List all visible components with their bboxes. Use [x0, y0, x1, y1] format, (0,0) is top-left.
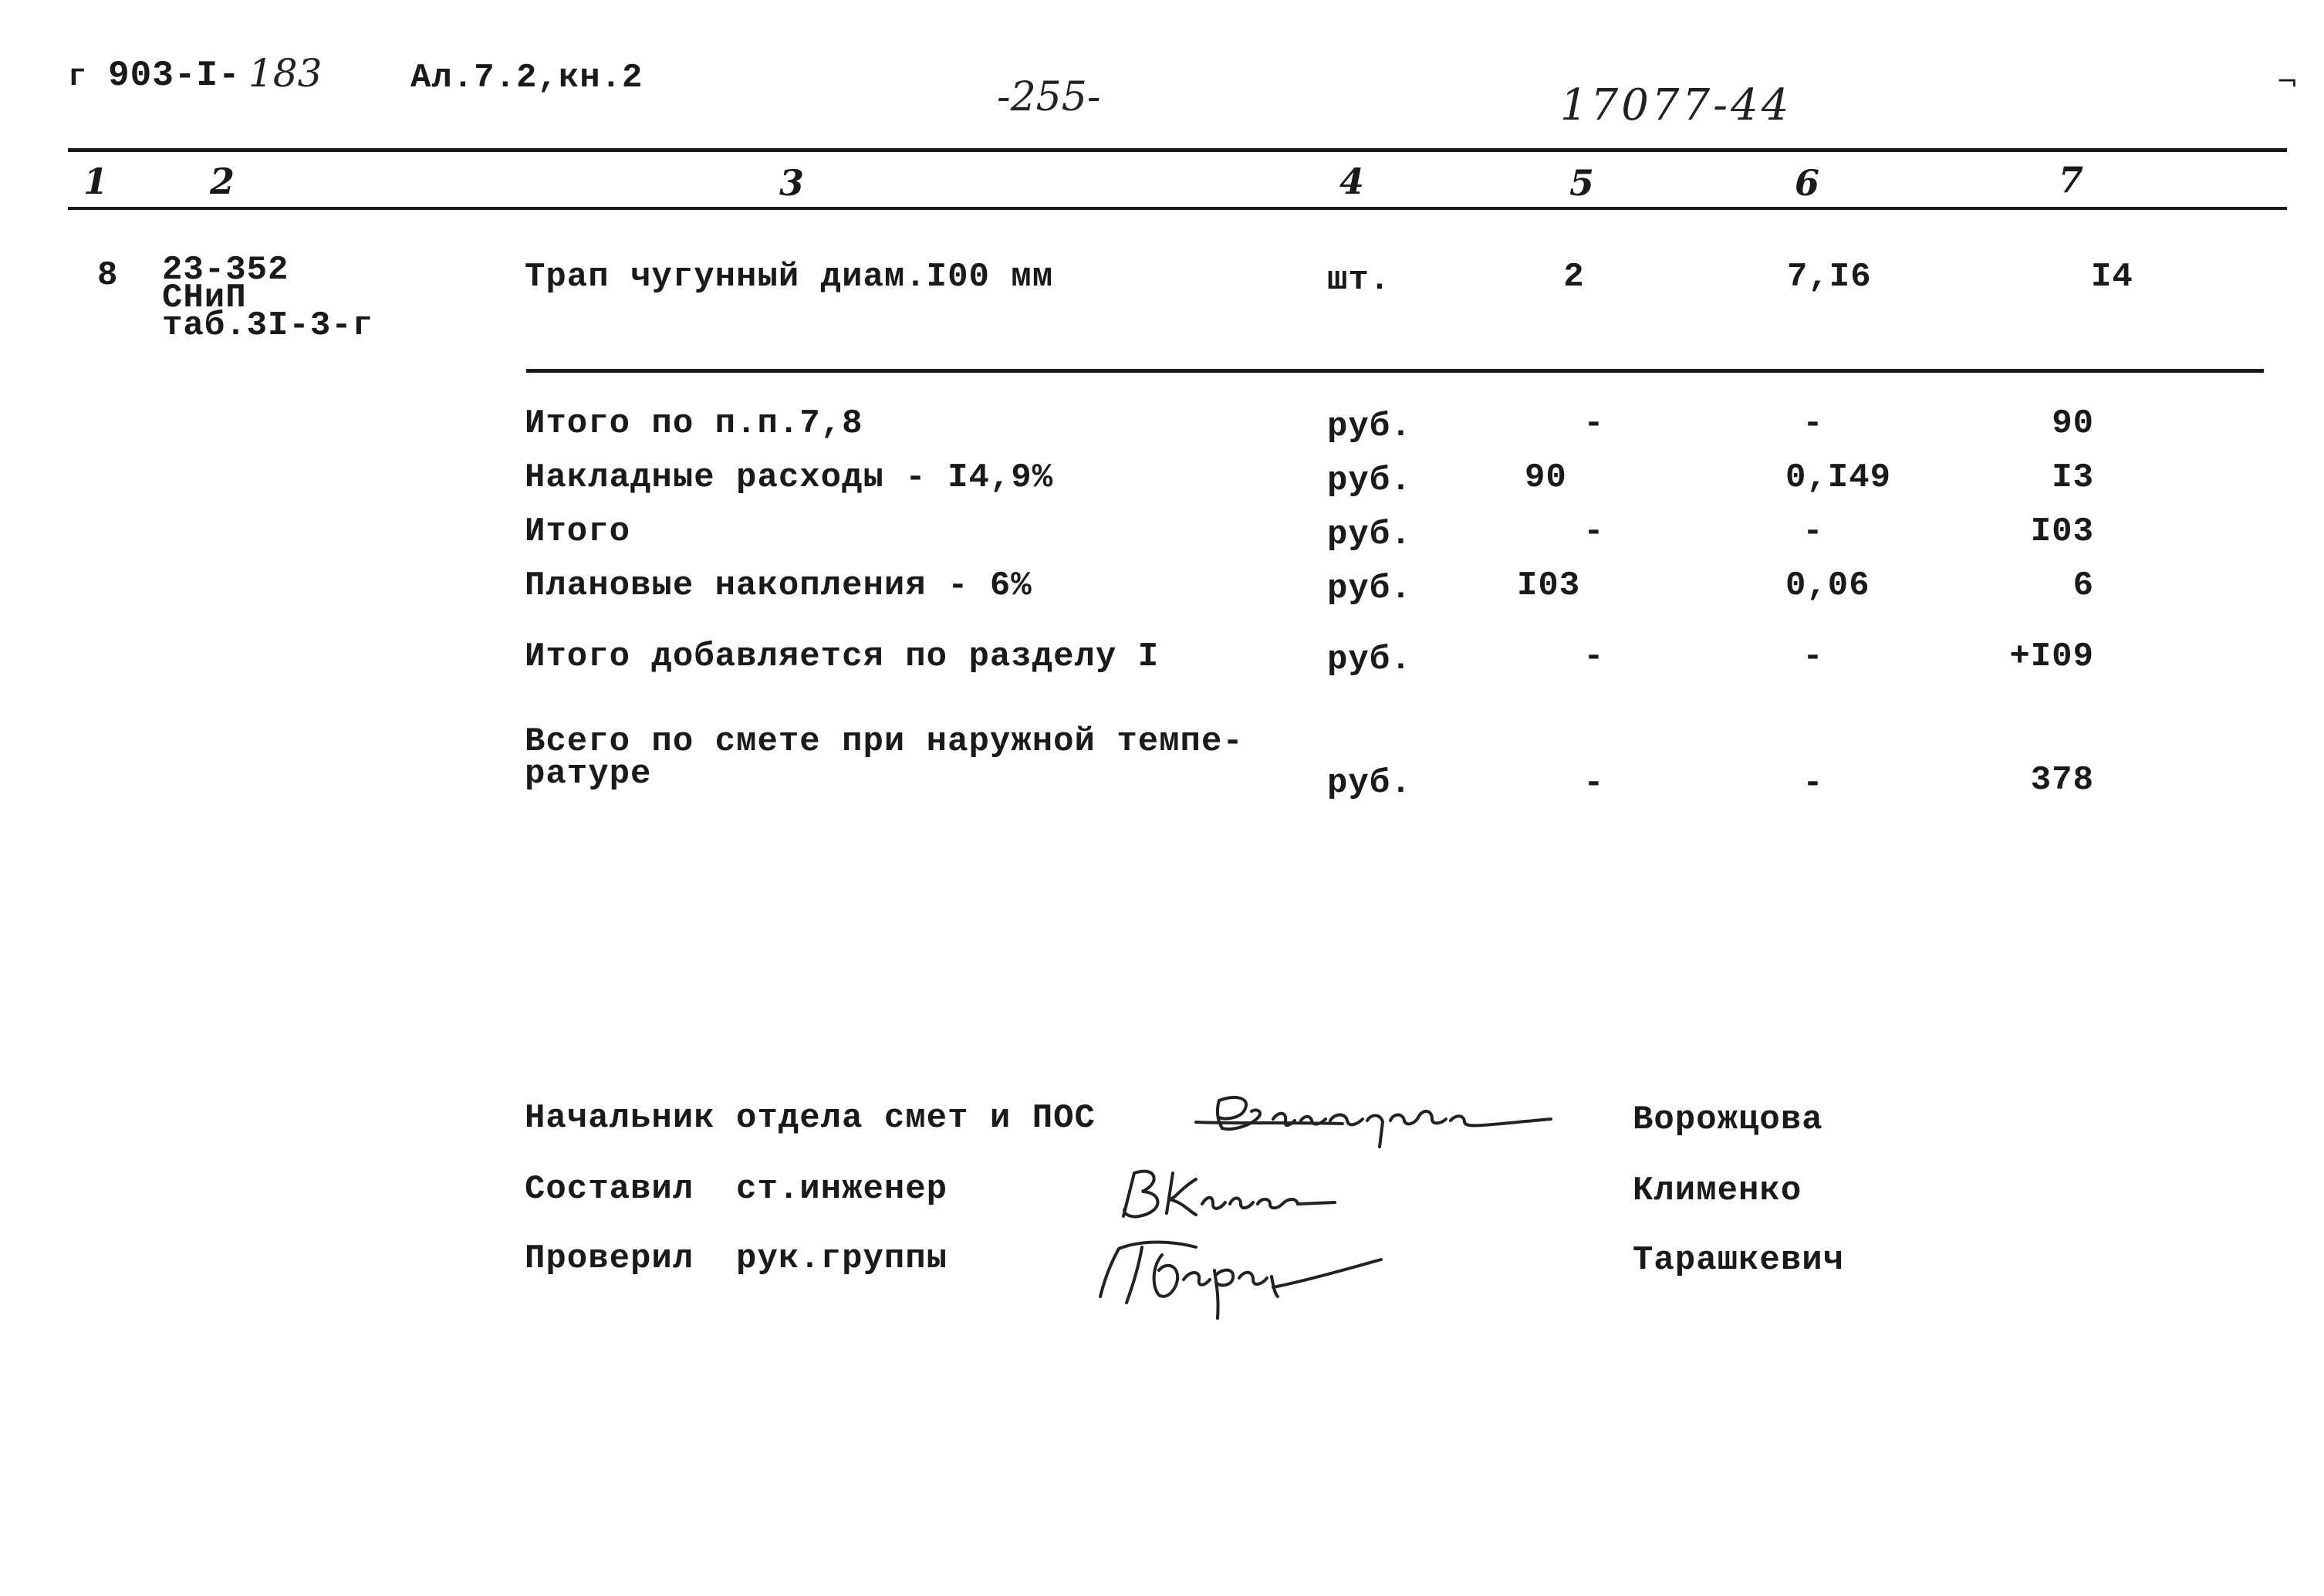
- totals-col7: I3: [2052, 458, 2094, 497]
- column-number-7: 7: [2059, 159, 2084, 201]
- item-number: 8: [97, 256, 119, 295]
- signature-tarashkevich: [1088, 1232, 1397, 1324]
- column-number-1: 1: [83, 161, 109, 202]
- signature-vorozhtsova: [1188, 1077, 1559, 1162]
- grand-total-label: [525, 722, 1244, 793]
- series-number: 183: [248, 51, 323, 96]
- grand-total-col5: -: [1583, 764, 1605, 803]
- column-number-5: 5: [1569, 162, 1595, 204]
- series-prefix: 903-I-: [108, 56, 241, 96]
- item-reference-line: 23-352: [162, 251, 289, 289]
- signatory-role: Составил ст.инженер: [525, 1170, 948, 1209]
- totals-label: Итого по п.п.7,8: [525, 404, 863, 443]
- totals-col6: -: [1802, 404, 1824, 443]
- header-bottom-rule: [68, 207, 2287, 210]
- totals-col6: 0,06: [1785, 566, 1870, 605]
- grand-total-label-line: Всего по смете при наружной темпе-: [525, 722, 1244, 761]
- signatory-role: Проверил рук.группы: [525, 1239, 948, 1278]
- item-name: Трап чугунный диам.I00 мм: [525, 258, 1054, 296]
- page-number: -255-: [997, 74, 1101, 120]
- document-code: 17077-44: [1560, 80, 1792, 130]
- totals-col6: -: [1802, 637, 1824, 676]
- item-reference: [162, 251, 374, 345]
- signatory-role: Начальник отдела смет и ПОС: [525, 1099, 1096, 1138]
- item-reference-line: таб.3I-3-г: [162, 306, 374, 345]
- grand-total-col7: 378: [2030, 761, 2094, 800]
- totals-unit: руб.: [1327, 407, 1412, 446]
- signatory-name: Клименко: [1633, 1172, 1802, 1210]
- totals-unit: руб.: [1327, 570, 1412, 608]
- totals-col7: I03: [2030, 512, 2094, 551]
- grand-total-unit: руб.: [1327, 764, 1412, 803]
- totals-col6: 0,I49: [1785, 458, 1892, 497]
- item-quantity: 2: [1563, 258, 1585, 296]
- column-number-4: 4: [1339, 161, 1365, 202]
- album-reference: Ал.7.2,кн.2: [410, 59, 643, 97]
- totals-col5: -: [1583, 404, 1605, 443]
- corner-mark: г: [68, 60, 88, 95]
- table-top-rule: [68, 148, 2287, 152]
- grand-total-col6: -: [1802, 764, 1824, 803]
- totals-unit: руб.: [1327, 641, 1412, 679]
- totals-unit: руб.: [1327, 516, 1412, 554]
- item-total: I4: [2091, 258, 2133, 296]
- signatory-name: Тарашкевич: [1633, 1241, 1845, 1280]
- totals-col7: +I09: [2009, 637, 2094, 676]
- item-reference-line: СНиП: [162, 279, 247, 317]
- column-number-3: 3: [779, 162, 805, 204]
- item-price: 7,I6: [1787, 258, 1872, 296]
- totals-label: Итого: [525, 512, 631, 551]
- column-number-6: 6: [1795, 162, 1820, 204]
- totals-col7: 90: [2052, 404, 2094, 443]
- totals-col5: -: [1583, 512, 1605, 551]
- corner-mark-right: ¬: [2276, 66, 2299, 97]
- totals-label: Итого добавляется по разделу I: [525, 637, 1160, 676]
- column-number-2: 2: [210, 161, 235, 202]
- grand-total-label-line: ратуре: [525, 755, 652, 793]
- totals-col5: I03: [1517, 566, 1581, 605]
- signatory-name: Ворожцова: [1633, 1101, 1823, 1139]
- totals-unit: руб.: [1327, 462, 1412, 500]
- totals-col5: 90: [1525, 458, 1567, 497]
- totals-col6: -: [1802, 512, 1824, 551]
- totals-rule: [526, 369, 2264, 373]
- totals-col7: 6: [2072, 566, 2094, 605]
- item-unit: шт.: [1327, 261, 1391, 299]
- totals-label: Плановые накопления - 6%: [525, 566, 1032, 605]
- totals-label: Накладные расходы - I4,9%: [525, 458, 1054, 497]
- signature-klimenko: [1111, 1158, 1343, 1227]
- totals-col5: -: [1583, 637, 1605, 676]
